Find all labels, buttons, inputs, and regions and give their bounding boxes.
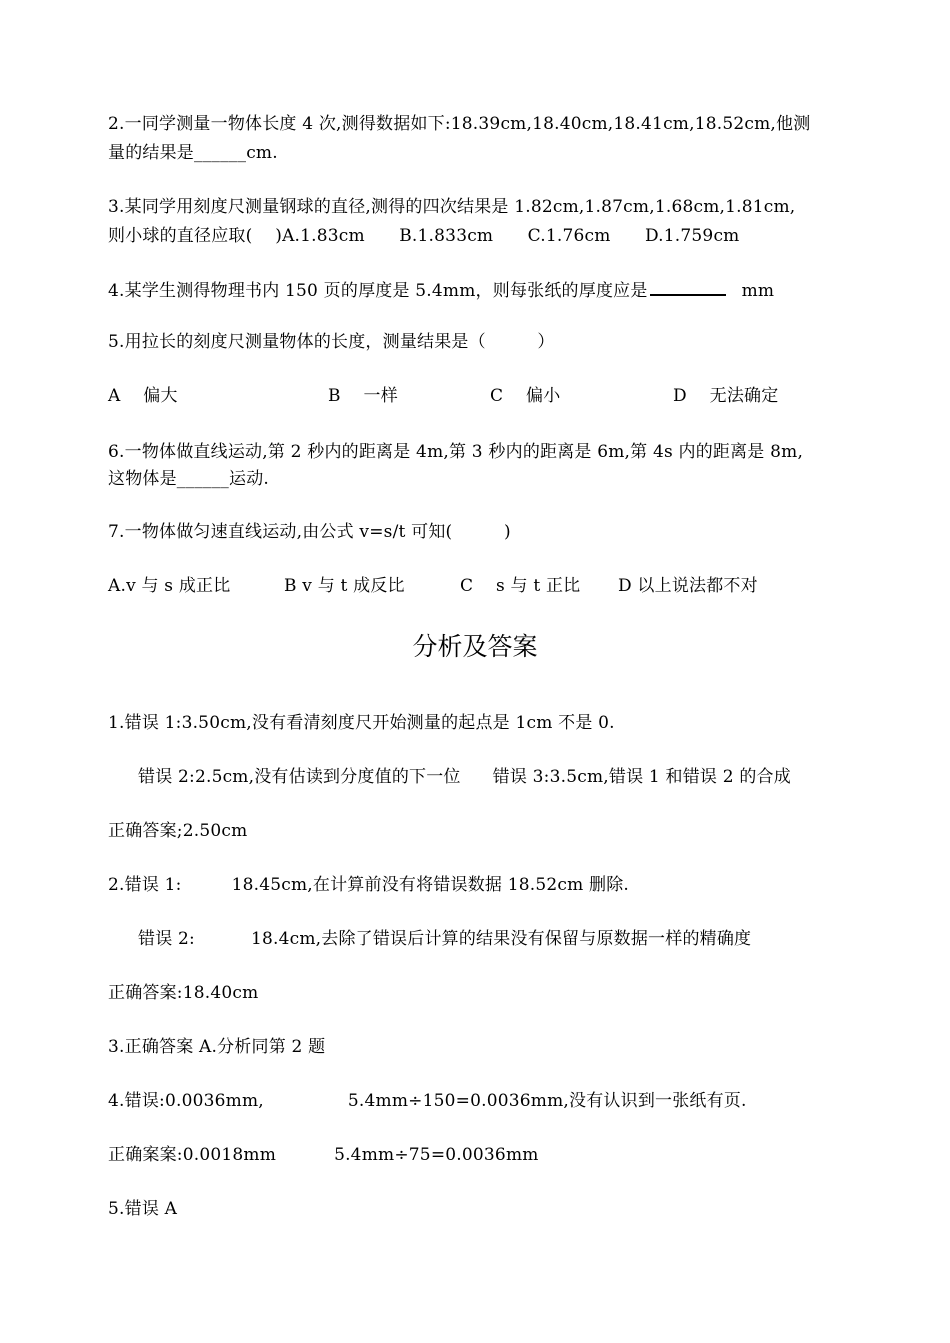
option-c: C s 与 t 正比	[460, 576, 581, 596]
question-2-line-1: 2.一同学测量一物体长度 4 次,测得数据如下:18.39cm,18.40cm,18.41cm,18.52cm,他测	[108, 114, 811, 134]
question-4-unit: mm	[741, 281, 775, 301]
answer-1-line-2	[138, 765, 791, 789]
option-a: A.v 与 s 成正比	[108, 576, 231, 596]
question-2-line-2: 量的结果是______cm.	[108, 143, 278, 163]
answer-1-line-1: 1.错误 1:3.50cm,没有看清刻度尺开始测量的起点是 1cm 不是 0.	[108, 713, 615, 733]
answer-1-error-3: 错误 3:3.5cm,错误 1 和错误 2 的合成	[492, 767, 791, 787]
answer-2-line-1	[108, 873, 629, 897]
answer-4-calculation: 5.4mm÷75=0.0036mm	[334, 1145, 539, 1165]
question-6-line-2: 这物体是______运动.	[108, 469, 270, 489]
answer-4-line-2	[108, 1143, 539, 1167]
answer-3: 3.正确答案 A.分析同第 2 题	[108, 1037, 326, 1057]
option-b: B v 与 t 成反比	[284, 576, 405, 596]
question-5-options	[108, 384, 843, 408]
question-3-line-2: 则小球的直径应取( )A.1.83cm B.1.833cm C.1.76cm D.1.759cm	[108, 226, 740, 246]
question-7-options	[108, 574, 843, 598]
answer-2-correct: 正确答案:18.40cm	[108, 983, 259, 1003]
option-d: D 以上说法都不对	[618, 576, 758, 596]
question-4-text: 4.某学生测得物理书内 150 页的厚度是 5.4mm，则每张纸的厚度应是	[108, 281, 648, 301]
answer-4-error: 4.错误:0.0036mm,	[108, 1091, 264, 1111]
answer-2-error-1-text: 18.45cm,在计算前没有将错误数据 18.52cm 删除.	[231, 875, 630, 895]
answer-4-explanation: 5.4mm÷150=0.0036mm,没有认识到一张纸有页.	[347, 1091, 747, 1111]
answer-4-correct: 正确案案:0.0018mm	[108, 1145, 277, 1165]
answer-4-line-1	[108, 1089, 747, 1113]
answer-2-error-2-text: 18.4cm,去除了错误后计算的结果没有保留与原数据一样的精确度	[250, 929, 752, 949]
option-a: A 偏大	[108, 386, 178, 406]
answer-2-error-1-label: 2.错误 1:	[108, 875, 182, 895]
section-title: 分析及答案	[412, 632, 538, 661]
question-7-text: 7.一物体做匀速直线运动,由公式 v=s/t 可知( )	[108, 522, 511, 542]
option-b: B 一样	[328, 386, 398, 406]
question-4	[108, 278, 774, 303]
question-5-text: 5.用拉长的刻度尺测量物体的长度，测量结果是（ ）	[108, 332, 555, 352]
answer-1-error-2: 错误 2:2.5cm,没有估读到分度值的下一位	[138, 767, 461, 787]
question-6-line-1: 6.一物体做直线运动,第 2 秒内的距离是 4m,第 3 秒内的距离是 6m,第 4s 内的距离是 8m,	[108, 442, 804, 462]
option-c: C 偏小	[490, 386, 561, 406]
answer-blank	[650, 278, 726, 296]
answer-2-error-2-label: 错误 2:	[138, 929, 195, 949]
answer-1-correct: 正确答案;2.50cm	[108, 821, 248, 841]
question-3-line-1: 3.某同学用刻度尺测量钢球的直径,测得的四次结果是 1.82cm,1.87cm,1.68cm,1.81cm,	[108, 197, 796, 217]
answer-2-line-2	[138, 927, 751, 951]
option-d: D 无法确定	[673, 386, 779, 406]
answer-5: 5.错误 A	[108, 1199, 178, 1219]
